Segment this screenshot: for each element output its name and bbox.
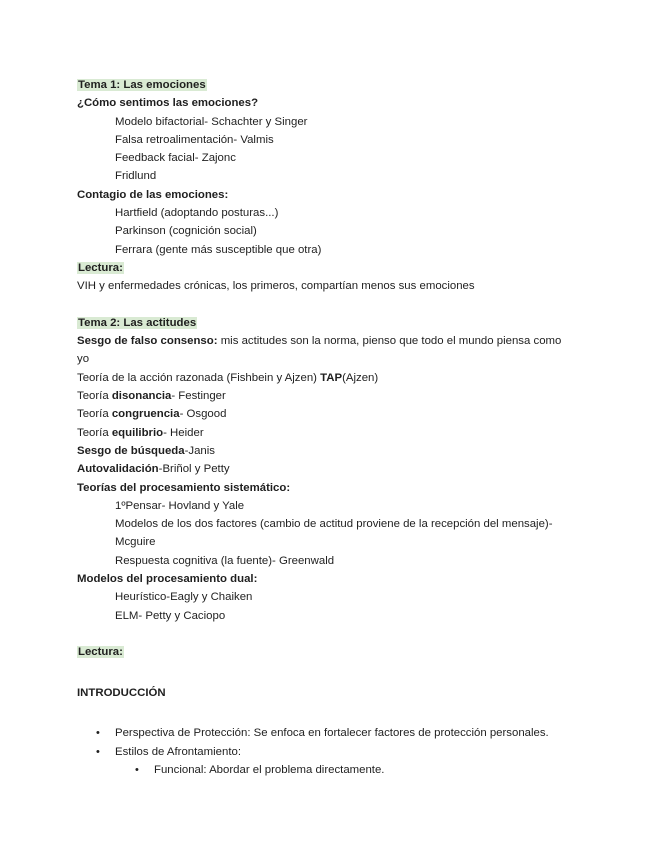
- equilibrio-line: Teoría equilibrio- Heider: [77, 426, 204, 439]
- sub-bullet-item: • Funcional: Abordar el problema directamente.: [77, 761, 577, 779]
- tema1-title: Tema 1: Las emociones: [78, 79, 206, 91]
- spacer: [77, 706, 577, 724]
- dual-item: ELM- Petty y Caciopo: [115, 609, 226, 622]
- falso-consenso-line: Sesgo de falso consenso: mis actitudes son la norma, pienso que todo el mundo piensa como: [77, 335, 562, 348]
- contagio-item: Ferrara (gente más susceptible que otra): [115, 243, 322, 256]
- bullet-item: • Perspectiva de Protección: Se enfoca en fortalecer factores de protección personales.: [77, 724, 577, 742]
- document-body: [77, 76, 577, 779]
- tema1-heading-line: [77, 76, 577, 94]
- dual-heading: Modelos del procesamiento dual:: [77, 573, 258, 586]
- spacer: [77, 662, 577, 680]
- sistematico-item: Mcguire: [115, 536, 156, 549]
- tema2-title: Tema 2: Las actitudes: [78, 316, 197, 329]
- tema1-item: Modelo bifactorial- Schachter y Singer: [115, 115, 308, 128]
- tema1-item: Fridlund: [115, 170, 157, 183]
- tema2-lectura-label: Lectura:: [78, 646, 123, 659]
- sistematico-item: 1ºPensar- Hovland y Yale: [115, 499, 245, 512]
- busqueda-line: Sesgo de búsqueda-Janis: [77, 444, 215, 457]
- falso-consenso-cont: yo: [77, 353, 90, 366]
- tema1-lectura-text: VIH y enfermedades crónicas, los primeros, compartían menos sus emociones: [77, 280, 475, 293]
- tema1-lectura-line: [77, 259, 577, 277]
- sistematico-item: Modelos de los dos factores (cambio de actitud proviene de la recepción del mensaje)-: [115, 518, 553, 531]
- contagio-item: Parkinson (cognición social): [115, 225, 257, 238]
- tema1-item: Feedback facial- Zajonc: [115, 152, 236, 165]
- spacer: [77, 296, 577, 314]
- autovalidacion-line: Autovalidación-Briñol y Petty: [77, 463, 230, 476]
- sistematico-heading: Teorías del procesamiento sistemático:: [77, 481, 291, 494]
- contagio-heading: Contagio de las emociones:: [77, 188, 229, 201]
- tema1-lectura-label: Lectura:: [78, 261, 123, 274]
- sistematico-item: Respuesta cognitiva (la fuente)- Greenwald: [115, 554, 335, 567]
- contagio-item: Hartfield (adoptando posturas...): [115, 207, 279, 220]
- bullet-item: • Estilos de Afrontamiento:: [77, 743, 577, 761]
- disonancia-line: Teoría disonancia- Festinger: [77, 390, 226, 403]
- tema1-item: Falsa retroalimentación- Valmis: [115, 133, 274, 146]
- tema2-lectura-line: [77, 643, 577, 661]
- spacer: [77, 625, 577, 643]
- accion-razonada-line: Teoría de la acción razonada (Fishbein y Ajzen) TAP(Ajzen): [77, 371, 379, 384]
- congruencia-line: Teoría congruencia- Osgood: [77, 408, 227, 421]
- intro-heading: INTRODUCCIÓN: [77, 686, 166, 699]
- tema1-question: ¿Cómo sentimos las emociones?: [77, 97, 259, 110]
- tema2-heading-line: [77, 314, 577, 332]
- dual-item: Heurístico-Eagly y Chaiken: [115, 591, 253, 604]
